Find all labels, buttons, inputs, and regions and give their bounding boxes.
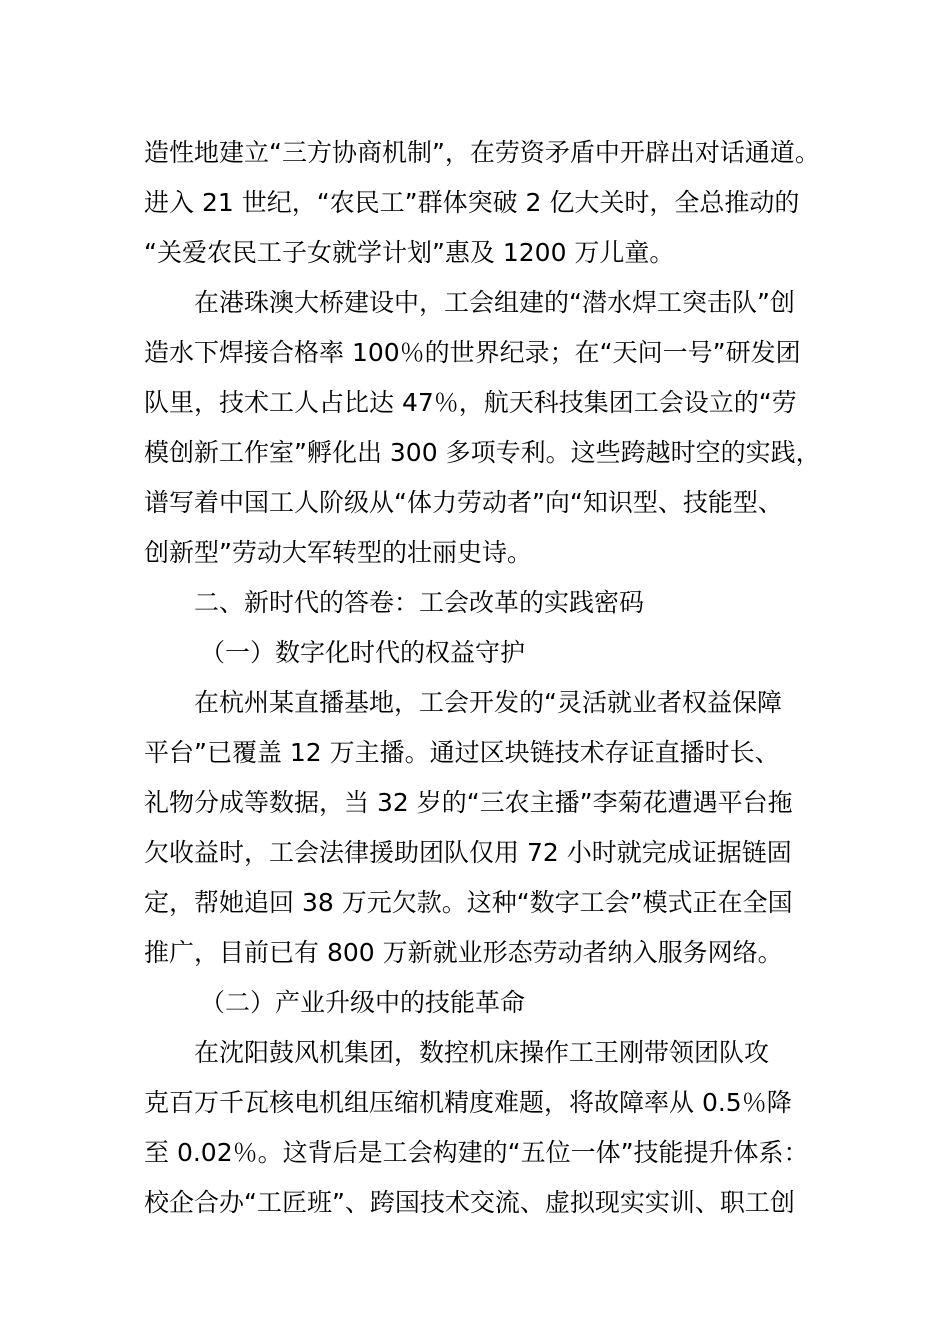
section-heading: 二、新时代的答卷：工会改革的实践密码 bbox=[194, 588, 645, 617]
text-line: 礼物分成等数据，当 32 岁的“三农主播”李菊花遭遇平台拖 bbox=[144, 788, 793, 817]
subsection-heading: （一）数字化时代的权益守护 bbox=[200, 638, 526, 667]
text-line: “关爱农民工子女就学计划”惠及 1200 万儿童。 bbox=[144, 238, 675, 267]
document-body bbox=[144, 128, 834, 1228]
subsection-heading: （二）产业升级中的技能革命 bbox=[200, 988, 526, 1017]
text-line: 造水下焊接合格率 100％的世界纪录；在“天问一号”研发团 bbox=[144, 338, 801, 367]
text-line: 创新型”劳动大军转型的壮丽史诗。 bbox=[144, 538, 532, 567]
text-line: 队里，技术工人占比达 47％，航天科技集团工会设立的“劳 bbox=[144, 388, 797, 417]
text-line: 校企合办“工匠班”、跨国技术交流、虚拟现实实训、职工创 bbox=[144, 1188, 795, 1217]
paragraph-start-line: 在港珠澳大桥建设中，工会组建的“潜水焊工突击队”创 bbox=[194, 288, 795, 317]
text-line: 模创新工作室”孵化出 300 多项专利。这些跨越时空的实践， bbox=[144, 438, 821, 467]
text-line: 进入 21 世纪，“农民工”群体突破 2 亿大关时，全总推动的 bbox=[144, 188, 800, 217]
text-line: 造性地建立“三方协商机制”，在劳资矛盾中开辟出对话通道。 bbox=[144, 138, 820, 167]
text-line: 推广，目前已有 800 万新就业形态劳动者纳入服务网络。 bbox=[144, 938, 783, 967]
text-line: 定，帮她追回 38 万元欠款。这种“数字工会”模式正在全国 bbox=[144, 888, 793, 917]
text-line: 欠收益时，工会法律援助团队仅用 72 小时就完成证据链固 bbox=[144, 838, 792, 867]
text-line: 平台”已覆盖 12 万主播。通过区块链技术存证直播时长、 bbox=[144, 738, 780, 767]
text-line: 谱写着中国工人阶级从“体力劳动者”向“知识型、技能型、 bbox=[144, 488, 783, 517]
text-line: 克百万千瓦核电机组压缩机精度难题，将故障率从 0.5％降 bbox=[144, 1088, 792, 1117]
paragraph-start-line: 在沈阳鼓风机集团，数控机床操作工王刚带领团队攻 bbox=[194, 1038, 770, 1067]
paragraph-start-line: 在杭州某直播基地，工会开发的“灵活就业者权益保障 bbox=[194, 688, 782, 717]
text-line: 至 0.02％。这背后是工会构建的“五位一体”技能提升体系： bbox=[144, 1138, 809, 1167]
